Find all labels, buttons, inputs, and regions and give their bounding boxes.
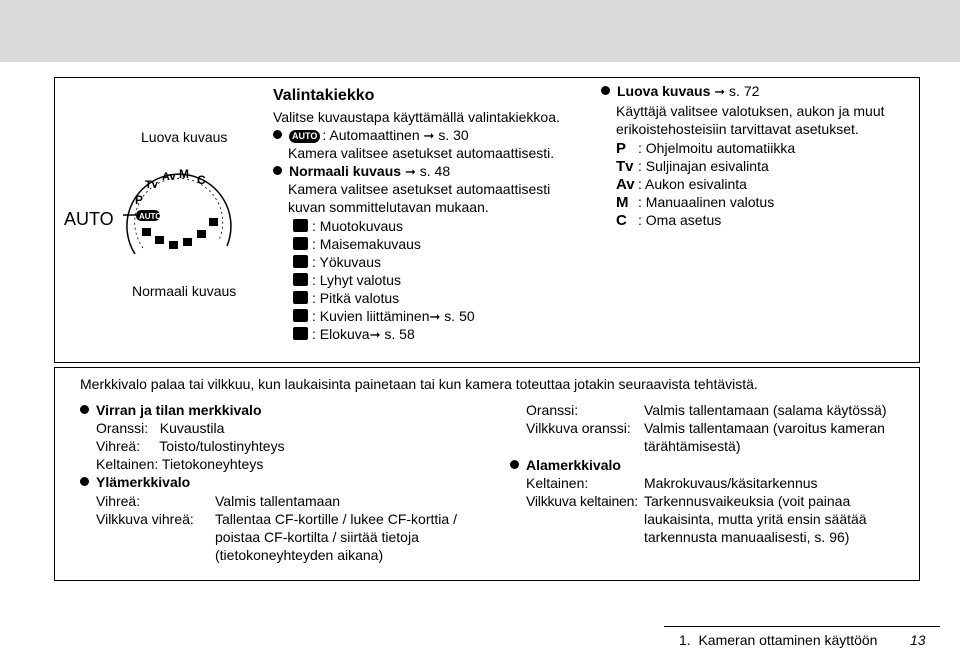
virran-row: Oranssi: Kuvaustila [96, 420, 225, 436]
ylam-value: Tallentaa CF-kortille / lukee CF-korttia / [215, 511, 457, 527]
dial-normaali-label: Normaali kuvaus [132, 283, 237, 299]
footer-divider [664, 626, 940, 627]
alam-title: Alamerkkivalo [510, 456, 621, 474]
mode-tv: Tv : Suljinajan esivalinta [616, 158, 769, 175]
luova-desc-2: erikoistehosteisiin tarvittavat asetukset. [616, 121, 859, 137]
virran-title: Virran ja tilan merkkivalo [80, 401, 262, 419]
top-bar [0, 0, 960, 62]
normaali-item: Normaali kuvaus ➞ s. 48 [273, 162, 450, 181]
portrait-icon [293, 219, 308, 232]
right-key: Vilkkuva oranssi: [526, 420, 631, 436]
mode-stitch: : Kuvien liittäminen➞ s. 50 [293, 307, 475, 326]
alam-value: Tarkennusvaikeuksia (voit painaa [644, 493, 851, 509]
merkkivalo-intro: Merkkivalo palaa tai vilkkuu, kun laukaisinta painetaan tai kun kamera toteuttaa jotakin seuraavista tehtävistä. [80, 376, 758, 392]
alam-key: Vilkkuva keltainen: [526, 493, 638, 509]
alam-value: laukaisinta, mutta yritä ensin säätää [644, 511, 867, 527]
footer-page-number: 13 [910, 632, 926, 648]
bullet-icon [601, 86, 610, 95]
dial-luova-label: Luova kuvaus [141, 129, 228, 145]
normaali-desc-1: Kamera valitsee asetukset automaattisesti [288, 181, 551, 197]
mode-c: C : Oma asetus [616, 212, 722, 229]
landscape-icon [293, 237, 308, 250]
mode-p: P : Ohjelmoitu automatiikka [616, 140, 796, 157]
bullet-icon [273, 166, 282, 175]
ylam-value: poistaa CF-kortilta / siirtää tietoja [215, 529, 419, 545]
mode-dial-icon [115, 156, 235, 266]
bullet-icon [80, 477, 89, 486]
arrow-icon: ➞ [404, 164, 416, 179]
right-key: Oranssi: [526, 402, 579, 418]
ylam-value: Valmis tallentamaan [215, 493, 341, 509]
bullet-icon [273, 130, 282, 139]
right-value: tärähtämisestä) [644, 438, 741, 454]
arrow-icon: ➞ [369, 327, 381, 342]
arrow-icon: ➞ [423, 128, 435, 143]
ylam-value: (tietokoneyhteyden aikana) [215, 547, 384, 563]
movie-icon [293, 327, 308, 340]
svg-text:Tv: Tv [145, 179, 158, 191]
mode-dial-box [54, 77, 920, 363]
mode-av: Av : Aukon esivalinta [616, 176, 747, 193]
mode-m: M : Manuaalinen valotus [616, 194, 775, 211]
luova-desc-1: Käyttäjä valitsee valotuksen, aukon ja muut [616, 103, 885, 119]
stitch-icon [293, 309, 308, 322]
alam-value: Makrokuvaus/käsitarkennus [644, 475, 818, 491]
footer-chapter: 1. Kameran ottaminen käyttöön [679, 632, 878, 648]
fast-shutter-icon [293, 273, 308, 286]
bullet-icon [80, 405, 89, 414]
alam-value: tarkennusta manuaalisesti, s. 96) [644, 529, 850, 545]
bullet-icon [510, 460, 519, 469]
ylam-key: Vilkkuva vihreä: [96, 511, 194, 527]
ylam-title: Ylämerkkivalo [80, 473, 190, 491]
virran-row: Vihreä: Toisto/tulostinyhteys [96, 438, 285, 454]
valintakiekko-title: Valintakiekko [273, 87, 375, 104]
night-icon [293, 255, 308, 268]
mode-landscape: : Maisemakuvaus [293, 235, 421, 253]
arrow-icon: ➞ [429, 309, 441, 324]
auto-icon: AUTO [289, 130, 320, 143]
virran-row: Keltainen: Tietokoneyhteys [96, 456, 264, 472]
ylam-key: Vihreä: [96, 493, 141, 509]
svg-text:C: C [197, 173, 206, 187]
indicator-box [54, 367, 920, 581]
auto-item: AUTO : Automaattinen ➞ s. 30 [273, 126, 469, 145]
svg-text:Av: Av [162, 171, 176, 183]
svg-text:P: P [135, 193, 144, 207]
mode-night: : Yökuvaus [293, 253, 381, 271]
mode-slow-shutter: : Pitkä valotus [293, 289, 399, 307]
luova-item: Luova kuvaus ➞ s. 72 [601, 82, 759, 101]
auto-desc: Kamera valitsee asetukset automaattisesti. [288, 145, 555, 161]
right-value: Valmis tallentamaan (salama käytössä) [644, 402, 887, 418]
mode-movie: : Elokuva➞ s. 58 [293, 325, 415, 344]
alam-key: Keltainen: [526, 475, 589, 491]
dial-auto-label: AUTO [64, 209, 114, 229]
arrow-icon: ➞ [714, 84, 726, 99]
mode-fast-shutter: : Lyhyt valotus [293, 271, 401, 289]
normaali-desc-2: kuvan sommittelutavan mukaan. [288, 199, 489, 215]
mode-portrait: : Muotokuvaus [293, 217, 403, 235]
slow-shutter-icon [293, 291, 308, 304]
valinta-intro: Valitse kuvaustapa käyttämällä valintakiekkoa. [273, 109, 560, 125]
right-value: Valmis tallentamaan (varoitus kameran [644, 420, 885, 436]
svg-text:M: M [179, 167, 189, 181]
svg-text:AUTO: AUTO [139, 212, 162, 221]
